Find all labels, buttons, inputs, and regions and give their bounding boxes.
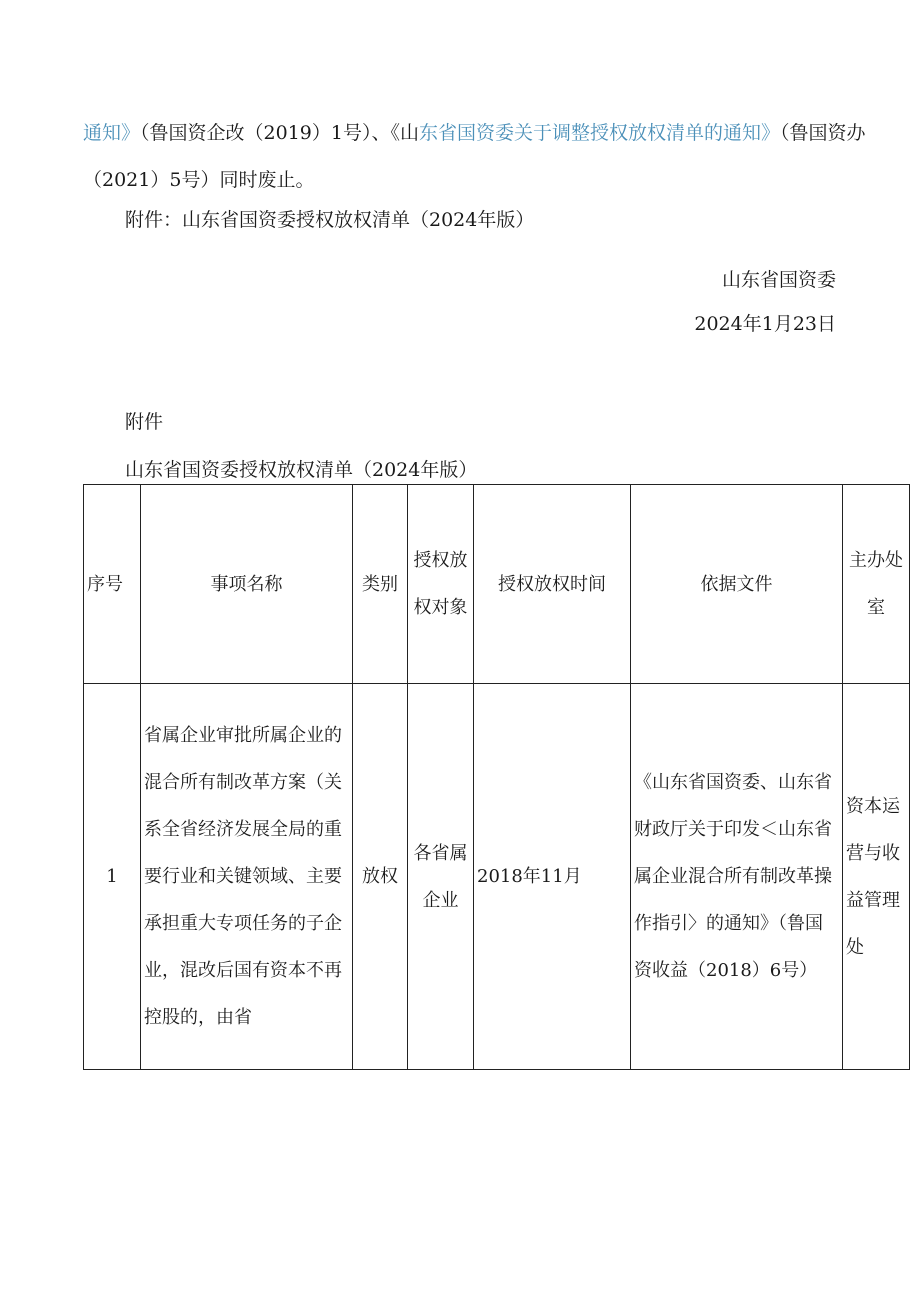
header-dept: 主办处室 — [843, 485, 910, 684]
header-time: 授权放权时间 — [474, 485, 631, 684]
signature-date: 2024年1月23日 — [694, 313, 836, 335]
table-header-row — [84, 485, 910, 684]
cell-target: 各省属企业 — [408, 684, 474, 1070]
doc-link-adjust-notice[interactable]: 东省国资委关于调整授权放权清单的通知》 — [418, 122, 780, 144]
table-row — [84, 684, 910, 1070]
cell-name: 省属企业审批所属企业的混合所有制改革方案（关系全省经济发展全局的重要行业和关键领域、主要承担重大专项任务的子企业，混改后国有资本不再控股的，由省 — [141, 684, 353, 1070]
cell-type: 放权 — [353, 684, 408, 1070]
doc-link-notice[interactable]: 通知》 — [83, 122, 141, 144]
table-title: 山东省国资委授权放权清单（2024年版） — [125, 459, 478, 481]
cell-seq: 1 — [84, 684, 141, 1070]
appendix-label: 附件 — [125, 411, 164, 433]
header-name: 事项名称 — [141, 485, 353, 684]
header-type: 类别 — [353, 485, 408, 684]
header-target: 授权放权对象 — [408, 485, 474, 684]
intro-text-2: （鲁国资办（2021）5号）同时废止。 — [83, 122, 866, 191]
cell-dept: 资本运营与收益管理处 — [843, 684, 910, 1070]
header-basis: 依据文件 — [631, 485, 843, 684]
intro-paragraph — [83, 110, 905, 204]
signature-org: 山东省国资委 — [721, 269, 836, 291]
cell-basis: 《山东省国资委、山东省财政厅关于印发＜山东省属企业混合所有制改革操作指引〉的通知》（鲁国资收益（2018）6号） — [631, 684, 843, 1070]
cell-time: 2018年11月 — [474, 684, 631, 1070]
attachment-line: 附件：山东省国资委授权放权清单（2024年版） — [125, 209, 535, 231]
header-seq: 序号 — [84, 485, 141, 684]
authorization-table — [83, 484, 910, 1070]
intro-text-1: （鲁国资企改（2019）1号）、《山 — [140, 122, 419, 144]
